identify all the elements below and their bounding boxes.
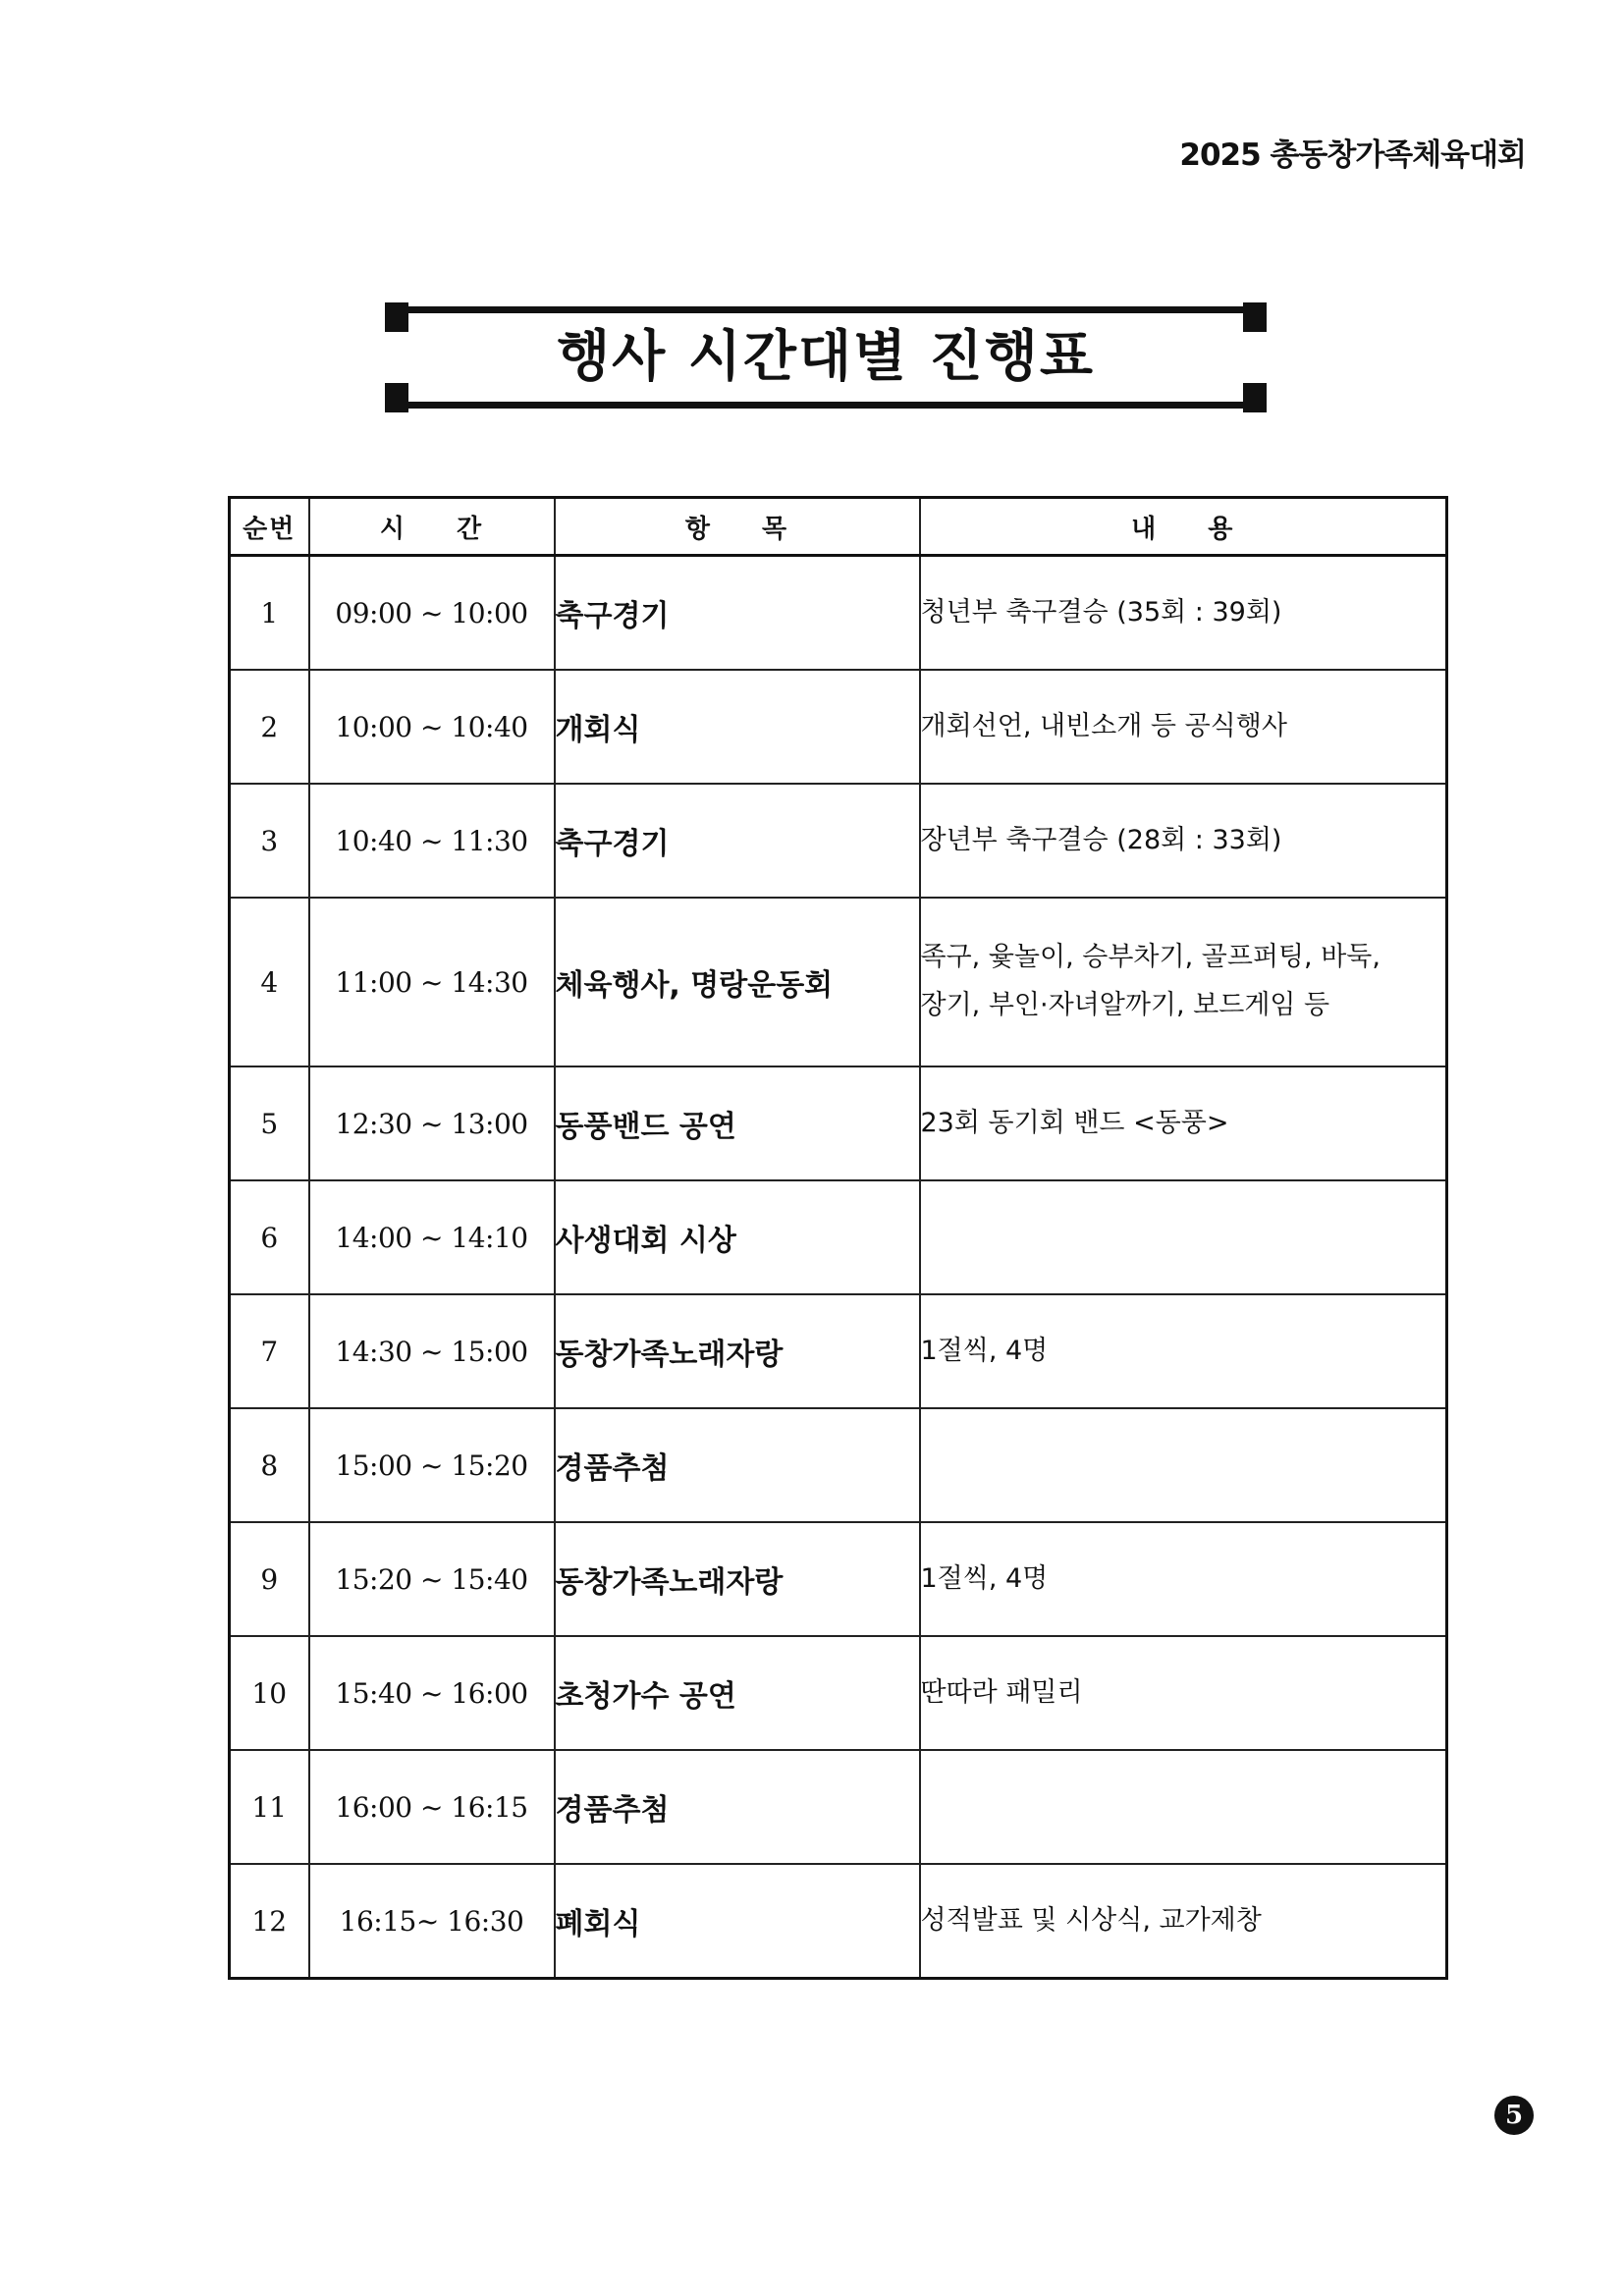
row-description — [920, 1750, 1447, 1864]
table-row — [230, 1750, 1447, 1864]
row-time: 16:15~ 16:30 — [309, 1864, 555, 1979]
row-item: 경품추첨 — [555, 1750, 920, 1864]
row-time: 10:00 ~ 10:40 — [309, 670, 555, 784]
row-description: 23회 동기회 밴드 <동풍> — [920, 1066, 1447, 1180]
row-item: 체육행사, 명랑운동회 — [555, 898, 920, 1066]
row-time: 14:00 ~ 14:10 — [309, 1180, 555, 1294]
table-row — [230, 556, 1447, 671]
row-description: 1절씩, 4명 — [920, 1294, 1447, 1408]
schedule-table — [228, 496, 1448, 1980]
row-item: 사생대회 시상 — [555, 1180, 920, 1294]
row-time: 15:00 ~ 15:20 — [309, 1408, 555, 1522]
row-description: 성적발표 및 시상식, 교가제창 — [920, 1864, 1447, 1979]
row-time: 09:00 ~ 10:00 — [309, 556, 555, 671]
row-number: 9 — [230, 1522, 309, 1636]
row-description: 개회선언, 내빈소개 등 공식행사 — [920, 670, 1447, 784]
row-time: 11:00 ~ 14:30 — [309, 898, 555, 1066]
row-number: 1 — [230, 556, 309, 671]
page-title: 행사 시간대별 진행표 — [557, 325, 1095, 389]
table-header-row — [230, 498, 1447, 556]
row-time: 15:40 ~ 16:00 — [309, 1636, 555, 1750]
table-row — [230, 1180, 1447, 1294]
row-number: 5 — [230, 1066, 309, 1180]
row-item: 축구경기 — [555, 784, 920, 898]
table-row — [230, 898, 1447, 1066]
row-time: 14:30 ~ 15:00 — [309, 1294, 555, 1408]
row-number: 3 — [230, 784, 309, 898]
row-item: 개회식 — [555, 670, 920, 784]
row-description: 딴따라 패밀리 — [920, 1636, 1447, 1750]
row-description-line: 장기, 부인·자녀알까기, 보드게임 등 — [920, 990, 1330, 1020]
row-number: 7 — [230, 1294, 309, 1408]
row-description: 청년부 축구결승 (35회 : 39회) — [920, 556, 1447, 671]
title-frame-top-line — [385, 306, 1267, 313]
page-number-badge: 5 — [1494, 2096, 1534, 2135]
row-description: 1절씩, 4명 — [920, 1522, 1447, 1636]
table-row — [230, 1408, 1447, 1522]
header-time: 시 간 — [309, 498, 555, 556]
row-description: 장년부 축구결승 (28회 : 33회) — [920, 784, 1447, 898]
table-row — [230, 1294, 1447, 1408]
row-number: 6 — [230, 1180, 309, 1294]
row-item: 폐회식 — [555, 1864, 920, 1979]
row-description — [920, 1408, 1447, 1522]
row-item: 경품추첨 — [555, 1408, 920, 1522]
row-time: 16:00 ~ 16:15 — [309, 1750, 555, 1864]
header-description: 내 용 — [920, 498, 1447, 556]
row-description — [920, 1180, 1447, 1294]
header-number: 순번 — [230, 498, 309, 556]
table-row — [230, 1066, 1447, 1180]
row-item: 축구경기 — [555, 556, 920, 671]
row-number: 11 — [230, 1750, 309, 1864]
row-number: 4 — [230, 898, 309, 1066]
table-row — [230, 1636, 1447, 1750]
row-item: 초청가수 공연 — [555, 1636, 920, 1750]
row-number: 10 — [230, 1636, 309, 1750]
header-item: 항 목 — [555, 498, 920, 556]
row-number: 12 — [230, 1864, 309, 1979]
row-item: 동창가족노래자랑 — [555, 1522, 920, 1636]
table-row — [230, 1864, 1447, 1979]
row-number: 2 — [230, 670, 309, 784]
title-frame — [385, 302, 1267, 412]
table-row — [230, 784, 1447, 898]
table-row — [230, 670, 1447, 784]
row-time: 15:20 ~ 15:40 — [309, 1522, 555, 1636]
row-time: 10:40 ~ 11:30 — [309, 784, 555, 898]
row-number: 8 — [230, 1408, 309, 1522]
row-description-line: 족구, 윷놀이, 승부차기, 골프퍼팅, 바둑, — [920, 942, 1380, 973]
row-item: 동풍밴드 공연 — [555, 1066, 920, 1180]
row-item: 동창가족노래자랑 — [555, 1294, 920, 1408]
row-time: 12:30 ~ 13:00 — [309, 1066, 555, 1180]
row-description — [920, 898, 1447, 1066]
document-header-title: 2025 총동창가족체육대회 — [1179, 137, 1526, 173]
table-row — [230, 1522, 1447, 1636]
title-frame-bottom-line — [385, 402, 1267, 409]
